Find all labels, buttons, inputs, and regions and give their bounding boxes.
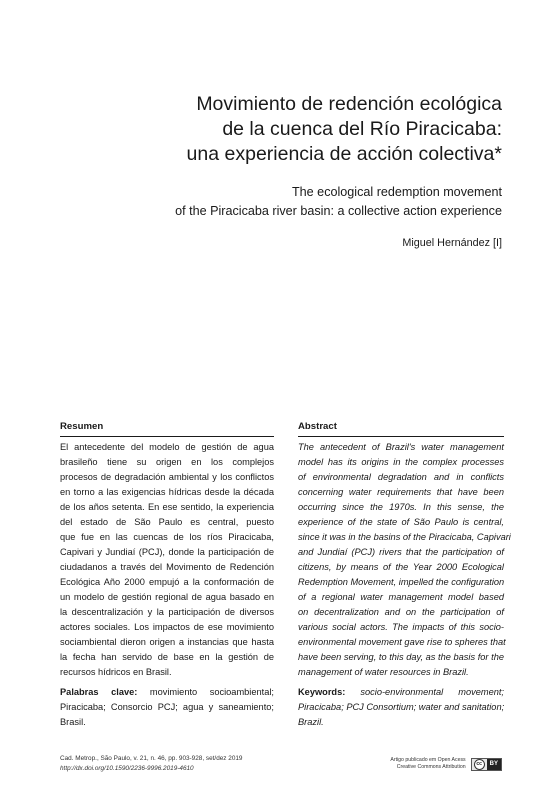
abstract-line: management of water resources in Brazil.: [298, 667, 469, 677]
resumen-line: Capivari y Jundiaí (PCJ), donde la participación de: [60, 547, 274, 557]
resumen-column: [60, 420, 274, 730]
subtitle-line-2: of the Piracicaba river basin: a collective action experience: [175, 204, 502, 218]
abstract-keywords-line: Piracicaba; PCJ Consortium; water and sanitation;: [298, 702, 505, 712]
resumen-line: que fue en las cuencas de los ríos Piracicaba,: [60, 532, 274, 542]
abstract-line: of a regional water management model based: [298, 592, 504, 602]
resumen-line: Ecológica Año 2000 empujó a la conformación de: [60, 577, 274, 587]
resumen-line: del estado de São Paulo es central, puesto: [60, 517, 274, 527]
resumen-line: la fecha han servido de base en la gestión de: [60, 652, 274, 662]
title-line-1: Movimiento de redención ecológica: [196, 93, 502, 115]
citation-text: Cad. Metrop., São Paulo, v. 21, n. 46, pp. 903-928, set/dez 2019: [60, 755, 243, 762]
abstract-line: have been serving, to this day, as the basis for the: [298, 652, 504, 662]
abstract-line: of environmental degradation and in conflicts: [298, 472, 504, 482]
resumen-keywords: [60, 685, 274, 730]
resumen-keywords-line: Brasil.: [60, 717, 86, 727]
title-line-2: de la cuenca del Río Piracicaba:: [222, 118, 502, 140]
abstract-line: on decentralization and on the participation of: [298, 607, 504, 617]
abstract-text: [298, 440, 511, 680]
license-footer: [390, 757, 502, 771]
abstract-keywords-line: [298, 685, 504, 700]
cc-by-label: BY: [487, 759, 501, 770]
cc-icon: cc: [474, 759, 485, 770]
abstract-line: The antecedent of Brazil's water management: [298, 442, 504, 452]
resumen-line: brasileño tiene su origen en los complejos: [60, 457, 274, 467]
abstract-line: citizens, by means of the Year 2000 Ecological: [298, 562, 504, 572]
resumen-keywords-line: Piracicaba; Consorcio PCJ; agua y saneamiento;: [60, 702, 274, 712]
abstract-line: concerning water requirements that have been: [298, 487, 504, 497]
resumen-keywords-label: Palabras clave:: [60, 687, 138, 697]
abstract-line: experience of the state of São Paulo is central,: [298, 517, 504, 527]
article-subtitle: [42, 183, 502, 221]
abstract-keywords-label: Keywords:: [298, 687, 346, 697]
open-access-line-1: Artigo publicado em Open Acess: [390, 757, 466, 763]
resumen-line: un modelo de gestión regional de agua basado en: [60, 592, 274, 602]
abstract-line: since it was in the basins of the Piracicaba, Capivari: [298, 532, 511, 542]
resumen-line: sociambiental dieron origen a instancias que hasta: [60, 637, 274, 647]
resumen-text: [60, 440, 274, 680]
article-title: [62, 92, 502, 167]
resumen-heading: Resumen: [60, 420, 274, 437]
resumen-line: actores sociales. Los impactos de ese movimiento: [60, 622, 274, 632]
resumen-keywords-line: [60, 685, 274, 700]
subtitle-line-1: The ecological redemption movement: [291, 185, 502, 199]
abstract-keywords-line: Brazil.: [298, 717, 324, 727]
abstract-keywords-text: socio-environmental movement;: [345, 687, 504, 697]
title-line-3: una experiencia de acción colectiva*: [186, 143, 502, 165]
resumen-line: en torno a las exigencias hídricas desde la década: [60, 487, 274, 497]
resumen-line: El antecedente del modelo de gestión de agua: [60, 442, 274, 452]
creative-commons-badge[interactable]: [471, 758, 502, 771]
resumen-line: recursos hídricos en Brasil.: [60, 667, 172, 677]
abstract-line: and Jundiaí (PCJ) rivers that the participation of: [298, 547, 504, 557]
abstract-column: [298, 420, 511, 730]
abstract-line: occurring since the 1970s. In this sense, the: [298, 502, 504, 512]
abstract-heading: Abstract: [298, 420, 504, 437]
abstract-line: model has its origins in the complex processes: [298, 457, 504, 467]
resumen-line: la descentralización y la participación de diversos: [60, 607, 274, 617]
abstract-line: Redemption Movement, impelled the configuration: [298, 577, 505, 587]
author-name: Miguel Hernández [I]: [402, 237, 502, 249]
resumen-line: procesos de degradación ambiental y los conflictos: [60, 472, 274, 482]
citation-footer: [60, 754, 243, 774]
abstract-line: environmental movement gave rise to spheres that: [298, 637, 506, 647]
doi-link[interactable]: http://dx.doi.org/10.1590/2236-9996.2019-4610: [60, 765, 194, 772]
resumen-keywords-text: movimiento socioambiental;: [137, 687, 274, 697]
resumen-line: de los años setenta. En ese sentido, la experiencia: [60, 502, 274, 512]
open-access-line-2: Creative Commons Attribution: [396, 764, 466, 770]
open-access-note: [390, 757, 465, 771]
abstract-line: various social actors. The impacts of this socio-: [298, 622, 504, 632]
resumen-line: ciudadanos a través del Movimento de Redención: [60, 562, 274, 572]
abstract-keywords: [298, 685, 504, 730]
